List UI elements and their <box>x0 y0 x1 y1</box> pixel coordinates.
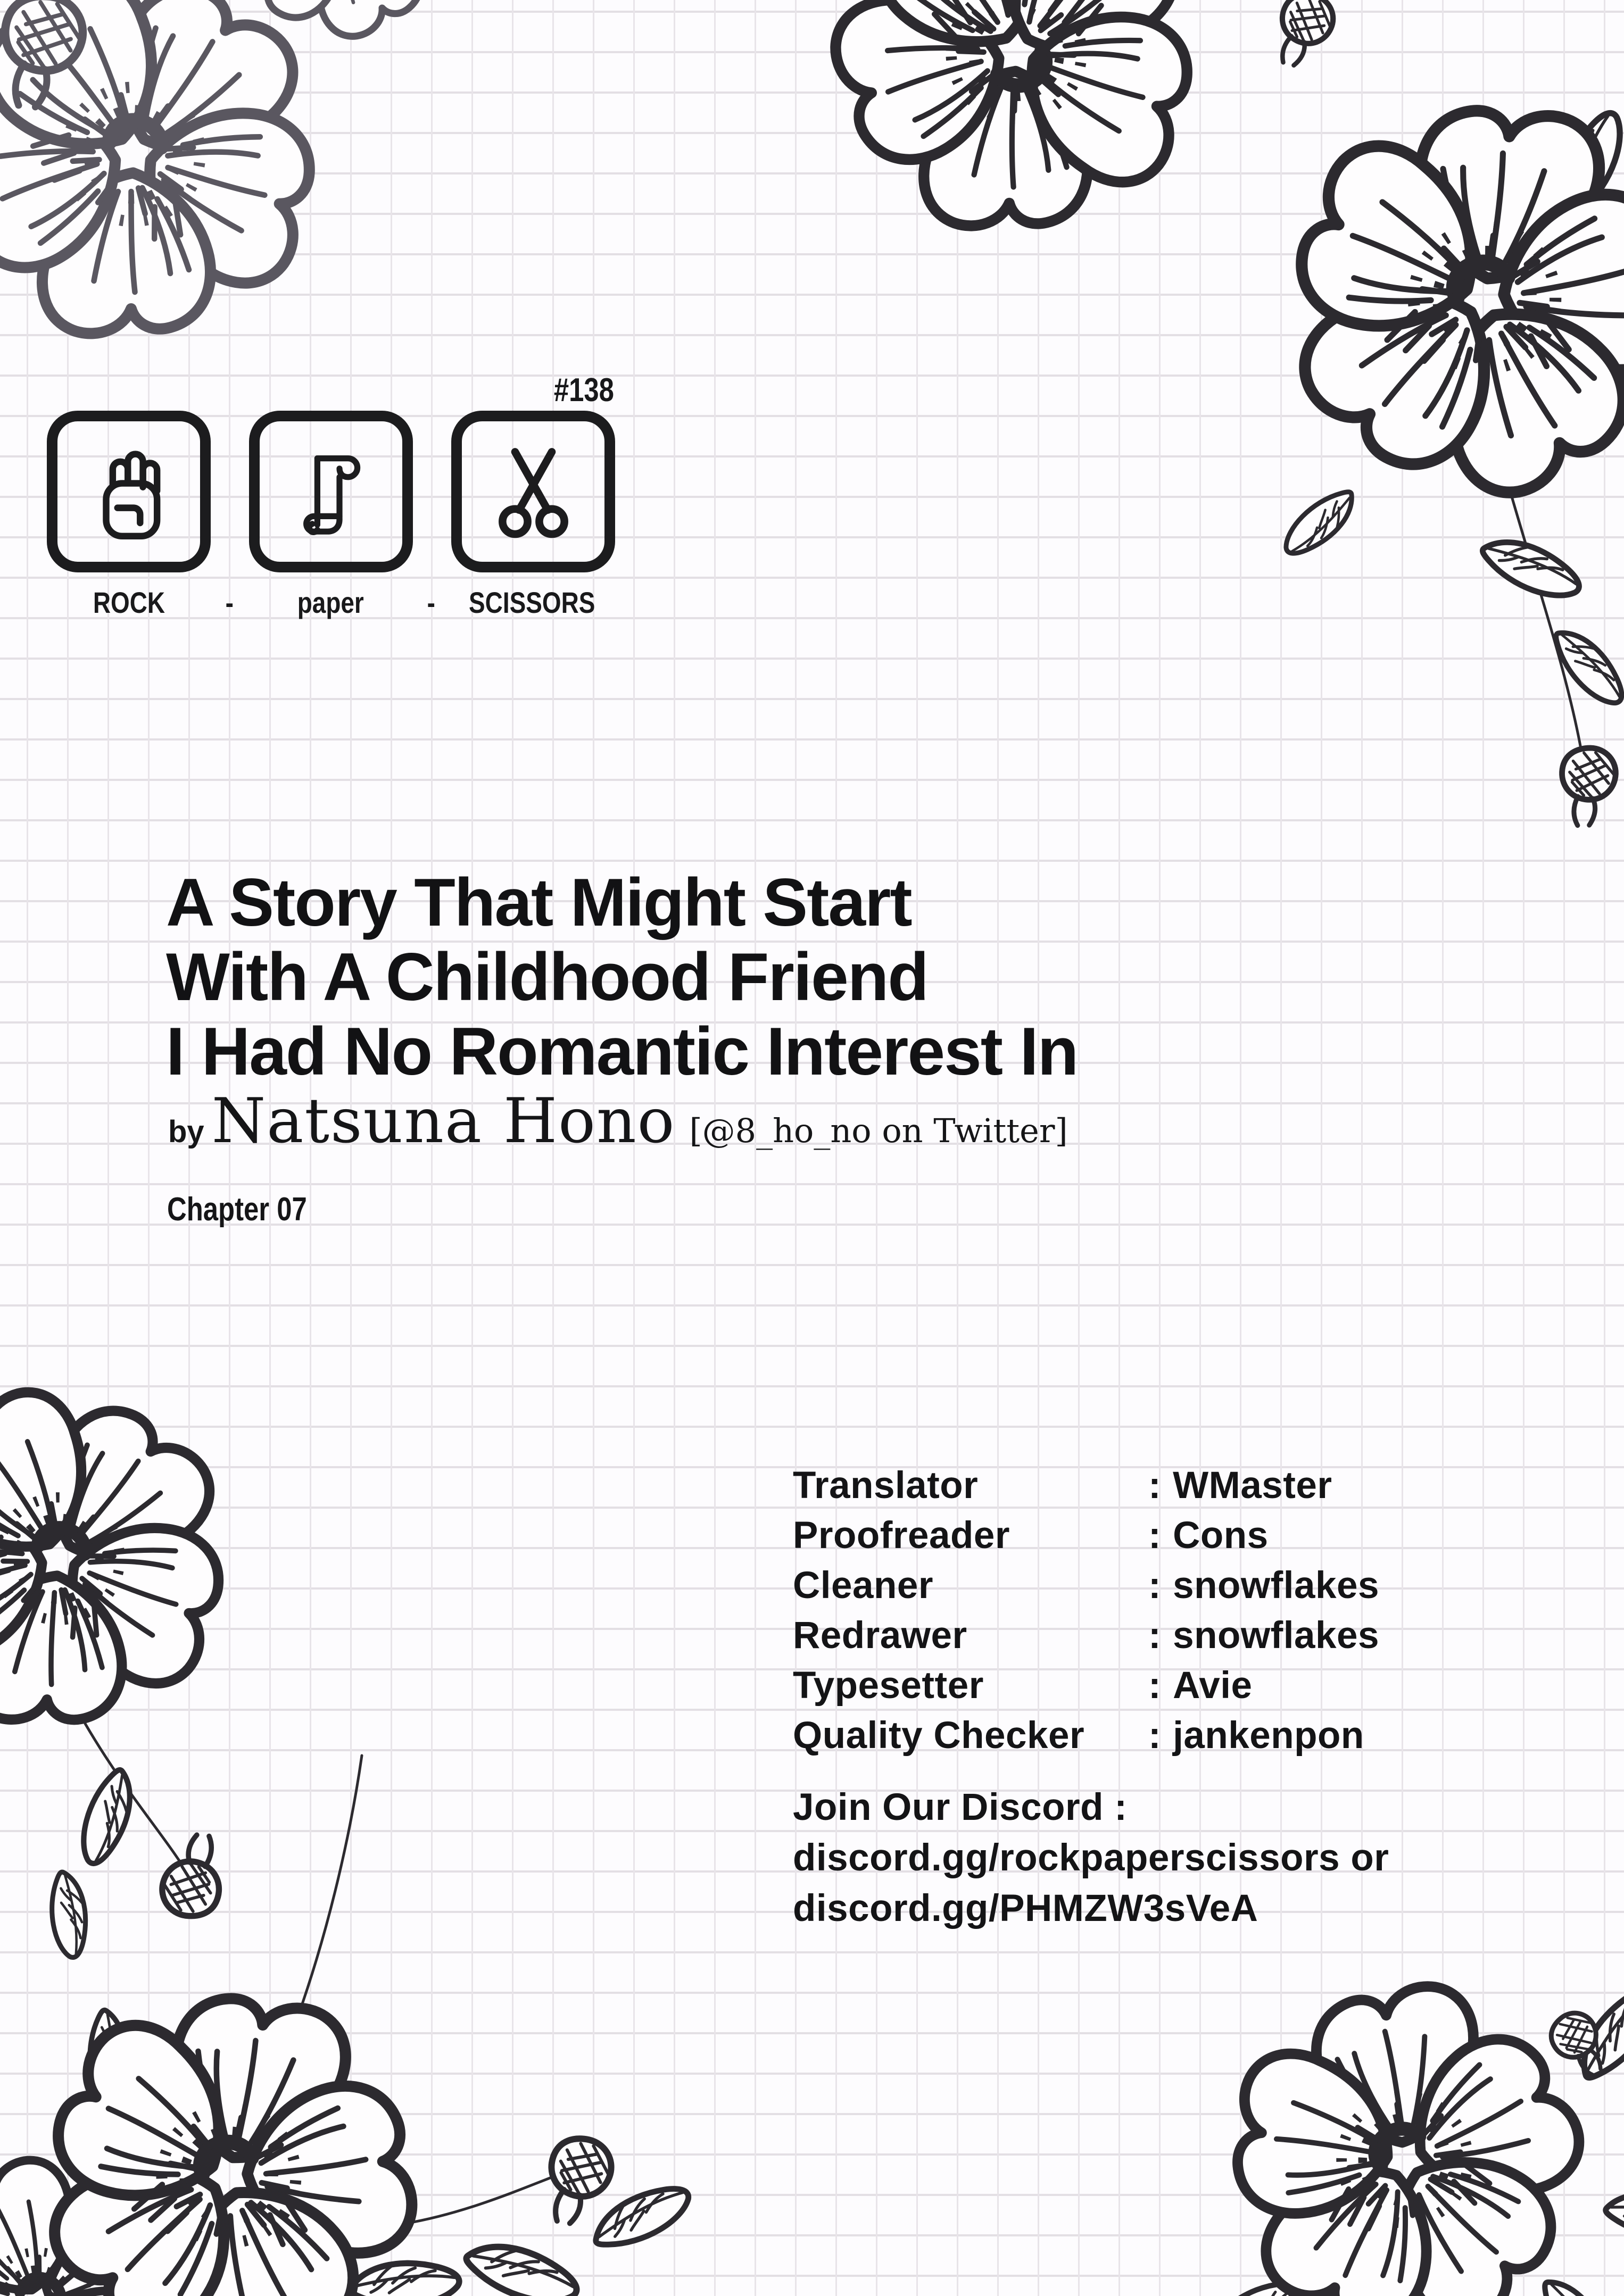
logo-wordmark <box>47 585 614 620</box>
title-line-2: With A Childhood Friend <box>166 939 928 1014</box>
logo-box-paper <box>249 411 413 572</box>
label-scissors: SCISSORS <box>469 586 595 619</box>
author-twitter-handle: [@8_ho_no on Twitter] <box>689 1111 1068 1150</box>
credit-role: Cleaner <box>793 1565 933 1607</box>
credit-row-redrawer <box>793 1611 1379 1661</box>
author-name: Natsuna Hono <box>211 1085 676 1157</box>
credit-row-typesetter <box>793 1661 1379 1711</box>
staff-credits <box>793 1461 1379 1761</box>
credit-colon: : <box>1148 1615 1162 1657</box>
issue-number <box>451 371 614 409</box>
floral-top-center <box>817 0 1340 234</box>
credit-row-cleaner <box>793 1561 1379 1611</box>
credit-name: WMaster <box>1173 1465 1332 1507</box>
discord-invite <box>793 1782 1389 1934</box>
series-title <box>166 865 1283 1088</box>
credit-row-translator <box>793 1461 1379 1511</box>
logo-box-rock <box>47 411 211 572</box>
discord-heading: Join Our Discord : <box>793 1786 1128 1828</box>
credit-role: Redrawer <box>793 1615 967 1657</box>
credit-name: snowflakes <box>1173 1565 1379 1607</box>
credit-role: Typesetter <box>793 1665 984 1707</box>
paper-scroll-icon <box>288 436 374 547</box>
credit-row-quality-checker <box>793 1711 1379 1761</box>
chapter-label: Chapter 07 <box>167 1191 307 1228</box>
dash-separator: - <box>427 586 436 619</box>
floral-bottom-left <box>0 1756 696 2296</box>
label-paper: paper <box>297 586 364 619</box>
credit-colon: : <box>1148 1465 1162 1507</box>
discord-link-primary: discord.gg/rockpaperscissors or <box>793 1837 1389 1879</box>
by-label: by <box>168 1114 204 1149</box>
title-line-3: I Had No Romantic Interest In <box>166 1013 1078 1089</box>
floral-top-left <box>0 0 483 431</box>
fist-icon <box>81 440 177 544</box>
credit-name: jankenpon <box>1173 1715 1364 1757</box>
logo-box-scissors <box>451 411 615 572</box>
byline <box>168 1085 1068 1157</box>
credit-colon: : <box>1148 1515 1162 1557</box>
credit-role: Translator <box>793 1465 979 1507</box>
issue-number-text: #138 <box>553 372 614 409</box>
credit-name: Avie <box>1173 1665 1253 1707</box>
title-line-1: A Story That Might Start <box>166 864 912 940</box>
floral-bottom-right <box>1200 1966 1624 2296</box>
credit-colon: : <box>1148 1565 1162 1607</box>
scissors-icon <box>484 438 583 545</box>
credit-colon: : <box>1148 1715 1162 1757</box>
dash-separator: - <box>225 586 234 619</box>
floral-top-right <box>1252 82 1624 830</box>
credit-colon: : <box>1148 1665 1162 1707</box>
label-rock: ROCK <box>93 586 165 619</box>
discord-link-secondary: discord.gg/PHMZW3sVeA <box>793 1887 1258 1929</box>
credit-name: Cons <box>1173 1515 1269 1557</box>
credit-name: snowflakes <box>1173 1615 1379 1657</box>
credit-role: Proofreader <box>793 1515 1010 1557</box>
credit-row-proofreader <box>793 1511 1379 1561</box>
credit-role: Quality Checker <box>793 1715 1085 1757</box>
floral-left-middle <box>0 1319 303 2103</box>
